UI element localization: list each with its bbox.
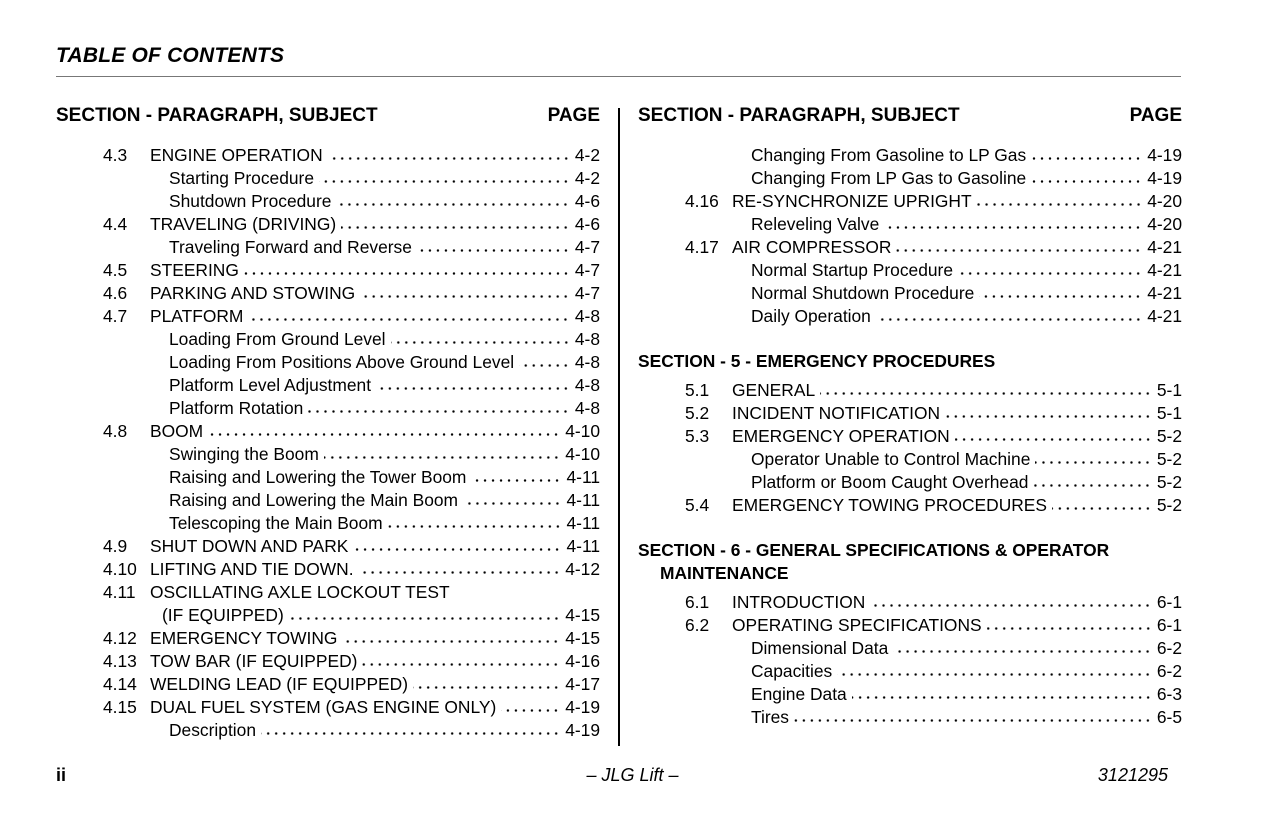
toc-entry-title: TOW BAR (IF EQUIPPED) [150, 651, 358, 671]
right-column-label: SECTION - PARAGRAPH, SUBJECT [638, 105, 960, 126]
toc-entry-title: EMERGENCY TOWING PROCEDURES [732, 495, 1048, 515]
toc-entry[interactable] [56, 351, 600, 374]
toc-entry-page: 4-10 [565, 421, 600, 441]
toc-entry[interactable] [638, 637, 1182, 660]
toc-entry[interactable] [638, 660, 1182, 683]
dot-leader [208, 433, 560, 436]
dot-leader [244, 272, 570, 275]
toc-entry-page: 4-8 [574, 329, 600, 349]
right-page-label: PAGE [1129, 105, 1182, 126]
toc-entry-number: 4.12 [103, 628, 137, 648]
toc-entry[interactable] [56, 696, 600, 719]
toc-entry-title: DUAL FUEL SYSTEM (GAS ENGINE ONLY) [150, 697, 497, 717]
toc-entry-page: 4-7 [574, 237, 600, 257]
toc-entry-title: Loading From Positions Above Ground Level [169, 352, 515, 372]
toc-entry[interactable] [638, 494, 1182, 517]
toc-entry-page: 4-11 [566, 490, 600, 510]
dot-leader [794, 719, 1152, 722]
left-column-header [56, 103, 600, 129]
toc-entry-number: 4.7 [103, 306, 128, 326]
toc-entry[interactable] [638, 190, 1182, 213]
toc-entry[interactable] [638, 259, 1182, 282]
dot-leader [417, 249, 570, 252]
toc-entry-title: Capacities [751, 661, 833, 681]
toc-entry[interactable] [56, 397, 600, 420]
toc-entry-page: 4-2 [574, 145, 600, 165]
dot-leader [359, 571, 561, 574]
toc-entry-number: 4.6 [103, 283, 128, 303]
toc-entry-title: Normal Shutdown Procedure [751, 283, 975, 303]
toc-entry-page: 4-12 [565, 559, 600, 579]
dot-leader [360, 295, 570, 298]
toc-entry-title: Operator Unable to Control Machine [751, 449, 1031, 469]
toc-entry-page: 4-2 [574, 168, 600, 188]
toc-entry-title: ENGINE OPERATION [150, 145, 323, 165]
toc-entry-page: 6-2 [1156, 661, 1182, 681]
section-spacer [638, 517, 1182, 539]
toc-entry[interactable] [56, 558, 600, 581]
toc-entry[interactable] [638, 706, 1182, 729]
toc-entry-title: RE-SYNCHRONIZE UPRIGHT [732, 191, 972, 211]
toc-entry-page: 4-6 [574, 214, 600, 234]
section-heading: MAINTENANCE [660, 563, 789, 583]
toc-entry[interactable] [638, 591, 1182, 614]
dot-leader [519, 364, 570, 367]
toc-entry[interactable] [56, 420, 600, 443]
toc-entry-page: 4-16 [565, 651, 600, 671]
toc-entry-title: STEERING [150, 260, 239, 280]
dot-leader [884, 226, 1142, 229]
toc-entry-title: Raising and Lowering the Main Boom [169, 490, 459, 510]
toc-entry-title: Telescoping the Main Boom [169, 513, 383, 533]
toc-entry-page: 4-19 [1147, 145, 1182, 165]
toc-entry-title: PARKING AND STOWING [150, 283, 356, 303]
toc-entry[interactable] [56, 328, 600, 351]
toc-entry-page: 4-8 [574, 398, 600, 418]
dot-leader [388, 525, 562, 528]
toc-entry-page: 4-7 [574, 283, 600, 303]
toc-entry-title: Shutdown Procedure [169, 191, 332, 211]
toc-entry[interactable] [56, 673, 600, 696]
toc-entry-page: 5-2 [1156, 426, 1182, 446]
toc-entry-number: 4.14 [103, 674, 137, 694]
toc-entry-number: 4.15 [103, 697, 137, 717]
toc-entry-page: 4-7 [574, 260, 600, 280]
toc-entry-number: 4.11 [103, 582, 136, 602]
toc-entry[interactable] [56, 167, 600, 190]
header-rule [56, 76, 1181, 77]
toc-entry-title: Daily Operation [751, 306, 871, 326]
toc-entry-number: 6.1 [685, 592, 710, 612]
toc-entry-page: 4-11 [566, 467, 600, 487]
footer-center-text: – JLG Lift – [586, 765, 679, 785]
dot-leader [319, 180, 570, 183]
toc-entry-page: 6-3 [1156, 684, 1182, 704]
dot-leader [248, 318, 569, 321]
toc-entry-page: 6-1 [1156, 615, 1182, 635]
toc-entry-title: Changing From Gasoline to LP Gas [751, 145, 1027, 165]
toc-entry-number: 4.5 [103, 260, 128, 280]
toc-entry-page: 5-2 [1156, 449, 1182, 469]
toc-entry[interactable] [638, 282, 1182, 305]
toc-entry-page: 4-11 [566, 513, 600, 533]
dot-leader [1033, 484, 1151, 487]
toc-entry[interactable] [638, 236, 1182, 259]
dot-leader [391, 341, 570, 344]
toc-entry-title: OSCILLATING AXLE LOCKOUT TEST [150, 582, 450, 602]
dot-leader [1035, 461, 1151, 464]
toc-entry-page: 4-17 [565, 674, 600, 694]
toc-entry-title: Platform or Boom Caught Overhead [751, 472, 1029, 492]
dot-leader [261, 732, 560, 735]
toc-entry-page: 6-2 [1156, 638, 1182, 658]
toc-entry[interactable] [56, 443, 600, 466]
dot-leader [977, 203, 1143, 206]
toc-entry-page: 4-15 [565, 605, 600, 625]
toc-entry-title: AIR COMPRESSOR [732, 237, 892, 257]
toc-entry-title: LIFTING AND TIE DOWN. [150, 559, 354, 579]
toc-entry-title: BOOM [150, 421, 204, 441]
toc-entry-title: Loading From Ground Level [169, 329, 386, 349]
toc-entry[interactable] [638, 402, 1182, 425]
toc-entry-title: GENERAL [732, 380, 816, 400]
toc-entry-number: 4.4 [103, 214, 128, 234]
dot-leader [463, 502, 561, 505]
toc-entry-page: 5-2 [1156, 495, 1182, 515]
dot-leader [336, 203, 569, 206]
toc-entry-page: 5-1 [1156, 380, 1182, 400]
toc-entry-title: Swinging the Boom [169, 444, 319, 464]
toc-entry-page: 4-8 [574, 375, 600, 395]
toc-entry-title: Starting Procedure [169, 168, 315, 188]
section-heading: SECTION - 6 - GENERAL SPECIFICATIONS & OPERATOR [638, 540, 1110, 560]
toc-entry-title: WELDING LEAD (IF EQUIPPED) [150, 674, 408, 694]
toc-entry-page: 4-8 [574, 352, 600, 372]
right-column-header [638, 103, 1182, 129]
toc-entry[interactable] [56, 650, 600, 673]
toc-entry-title: EMERGENCY TOWING [150, 628, 338, 648]
dot-leader [896, 249, 1142, 252]
toc-entry-page: 4-8 [574, 306, 600, 326]
toc-entry-number: 4.16 [685, 191, 719, 211]
dot-leader [876, 318, 1142, 321]
toc-entry[interactable] [638, 213, 1182, 236]
toc-entry-title: Releveling Valve [751, 214, 880, 234]
dot-leader [958, 272, 1142, 275]
dot-leader [328, 157, 570, 160]
toc-entry-number: 5.2 [685, 403, 710, 423]
toc-entry[interactable] [638, 425, 1182, 448]
section-heading: SECTION - 5 - EMERGENCY PROCEDURES [638, 351, 996, 371]
toc-entry-page: 4-19 [1147, 168, 1182, 188]
toc-entry-title: INCIDENT NOTIFICATION [732, 403, 941, 423]
left-toc-column [56, 144, 600, 742]
toc-entry[interactable] [56, 259, 600, 282]
dot-leader [289, 617, 560, 620]
toc-entry-title: EMERGENCY OPERATION [732, 426, 950, 446]
toc-entry[interactable] [56, 213, 600, 236]
toc-entry-page: 4-21 [1147, 306, 1182, 326]
toc-entry[interactable] [56, 535, 600, 558]
toc-entry[interactable] [638, 167, 1182, 190]
toc-entry-number: 5.4 [685, 495, 710, 515]
dot-leader [893, 650, 1152, 653]
toc-entry-number: 5.3 [685, 426, 710, 446]
toc-entry-page: 6-1 [1156, 592, 1182, 612]
dot-leader [870, 604, 1152, 607]
toc-entry-number: 4.9 [103, 536, 128, 556]
toc-entry-title: SHUT DOWN AND PARK [150, 536, 349, 556]
left-column-label: SECTION - PARAGRAPH, SUBJECT [56, 105, 378, 126]
toc-entry-page: 6-5 [1156, 707, 1182, 727]
toc-entry-number: 4.10 [103, 559, 137, 579]
toc-entry[interactable] [56, 489, 600, 512]
dot-leader [1031, 180, 1142, 183]
toc-entry-page: 4-21 [1147, 260, 1182, 280]
toc-entry[interactable] [638, 144, 1182, 167]
dot-leader [837, 673, 1152, 676]
dot-leader [308, 410, 570, 413]
right-toc-column [638, 144, 1182, 729]
toc-entry-page: 5-1 [1156, 403, 1182, 423]
toc-entry-page: 4-10 [565, 444, 600, 464]
dot-leader [987, 627, 1152, 630]
toc-entry[interactable] [56, 236, 600, 259]
toc-entry-page: 4-6 [574, 191, 600, 211]
toc-entry-title: Traveling Forward and Reverse [169, 237, 412, 257]
toc-entry-title: Tires [751, 707, 789, 727]
left-page-label: PAGE [547, 105, 600, 126]
toc-entry[interactable] [638, 379, 1182, 402]
toc-entry-number: 4.3 [103, 145, 128, 165]
section-spacer [638, 328, 1182, 350]
toc-entry-title: Dimensional Data [751, 638, 889, 658]
dot-leader [342, 640, 560, 643]
toc-entry[interactable] [638, 471, 1182, 494]
toc-entry-number: 5.1 [685, 380, 710, 400]
toc-entry-page: 4-20 [1147, 214, 1182, 234]
dot-leader [820, 392, 1152, 395]
document-title: TABLE OF CONTENTS [56, 44, 285, 67]
toc-entry-page: 4-19 [565, 720, 600, 740]
toc-entry[interactable] [638, 448, 1182, 471]
toc-entry[interactable] [56, 581, 600, 604]
dot-leader [501, 709, 560, 712]
dot-leader [362, 663, 560, 666]
toc-entry-number: 4.8 [103, 421, 128, 441]
toc-entry[interactable] [56, 374, 600, 397]
toc-entry[interactable] [56, 190, 600, 213]
toc-entry-number: 6.2 [685, 615, 710, 635]
dot-leader [471, 479, 561, 482]
dot-leader [852, 696, 1152, 699]
toc-entry-page: 4-19 [565, 697, 600, 717]
toc-entry[interactable] [638, 305, 1182, 328]
toc-entry[interactable] [638, 614, 1182, 637]
toc-entry-page: 5-2 [1156, 472, 1182, 492]
toc-entry[interactable] [56, 466, 600, 489]
toc-entry[interactable] [56, 305, 600, 328]
footer-doc-number: 3121295 [1097, 765, 1168, 785]
toc-entry-page: 4-11 [566, 536, 600, 556]
toc-entry[interactable] [56, 282, 600, 305]
toc-entry-title: Description [169, 720, 256, 740]
footer-page-number: ii [56, 765, 67, 785]
dot-leader [1031, 157, 1142, 160]
dot-leader [955, 438, 1152, 441]
dot-leader [945, 415, 1152, 418]
toc-entry[interactable] [56, 604, 600, 627]
toc-entry-title: Normal Startup Procedure [751, 260, 954, 280]
column-divider [618, 108, 620, 746]
toc-entry-title: Platform Level Adjustment [169, 375, 372, 395]
toc-entry-title: Changing From LP Gas to Gasoline [751, 168, 1027, 188]
toc-entry-title: OPERATING SPECIFICATIONS [732, 615, 982, 635]
toc-entry-title: Raising and Lowering the Tower Boom [169, 467, 467, 487]
toc-entry[interactable] [56, 512, 600, 535]
dot-leader [413, 686, 560, 689]
toc-entry-page: 4-20 [1147, 191, 1182, 211]
toc-entry[interactable] [638, 683, 1182, 706]
toc-entry-page: 4-21 [1147, 283, 1182, 303]
toc-entry[interactable] [56, 627, 600, 650]
toc-entry-page: 4-21 [1147, 237, 1182, 257]
toc-entry-title: Engine Data [751, 684, 847, 704]
toc-entry-number: 4.17 [685, 237, 719, 257]
dot-leader [341, 226, 570, 229]
toc-entry-title: (IF EQUIPPED) [162, 605, 284, 625]
dot-leader [376, 387, 570, 390]
dot-leader [979, 295, 1142, 298]
toc-entry[interactable] [56, 719, 600, 742]
toc-entry-number: 4.13 [103, 651, 137, 671]
dot-leader [324, 456, 560, 459]
dot-leader [353, 548, 561, 551]
toc-entry-title: PLATFORM [150, 306, 244, 326]
dot-leader [1052, 507, 1152, 510]
toc-entry[interactable] [56, 144, 600, 167]
toc-entry-title: INTRODUCTION [732, 592, 866, 612]
toc-entry-page: 4-15 [565, 628, 600, 648]
toc-entry-title: Platform Rotation [169, 398, 304, 418]
toc-entry-title: TRAVELING (DRIVING) [150, 214, 337, 234]
